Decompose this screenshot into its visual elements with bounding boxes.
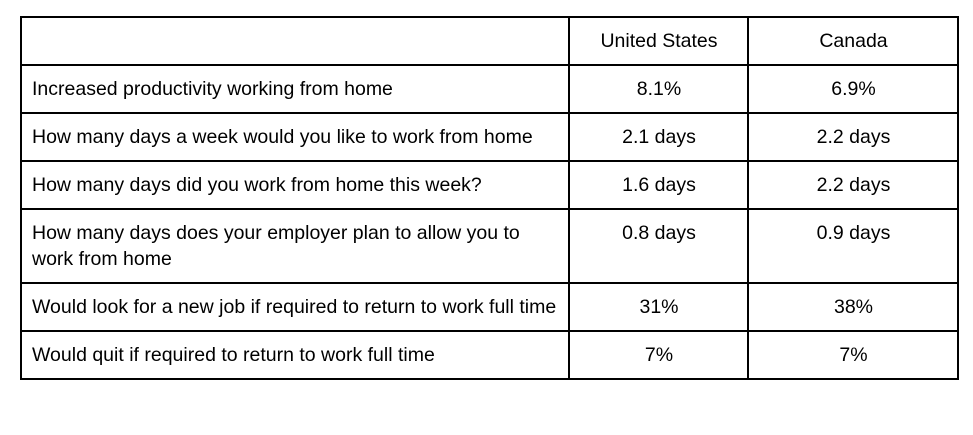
us-value: 0.8 days <box>569 209 748 283</box>
table-row <box>21 283 958 331</box>
us-value: 7% <box>569 331 748 379</box>
row-label: Would quit if required to return to work full time <box>21 331 569 379</box>
row-label: Would look for a new job if required to return to work full time <box>21 283 569 331</box>
us-value: 8.1% <box>569 65 748 113</box>
canada-value: 6.9% <box>748 65 958 113</box>
us-value: 31% <box>569 283 748 331</box>
canada-value: 2.2 days <box>748 161 958 209</box>
header-corner-cell <box>21 17 569 65</box>
us-value: 1.6 days <box>569 161 748 209</box>
canada-value: 38% <box>748 283 958 331</box>
table-row <box>21 331 958 379</box>
table-header-row <box>21 17 958 65</box>
row-label: How many days did you work from home this week? <box>21 161 569 209</box>
table-row <box>21 113 958 161</box>
table-row <box>21 65 958 113</box>
canada-value: 7% <box>748 331 958 379</box>
us-value: 2.1 days <box>569 113 748 161</box>
canada-value: 2.2 days <box>748 113 958 161</box>
table-row <box>21 209 958 283</box>
table-row <box>21 161 958 209</box>
row-label: How many days a week would you like to work from home <box>21 113 569 161</box>
row-label: Increased productivity working from home <box>21 65 569 113</box>
header-united-states: United States <box>569 17 748 65</box>
canada-value: 0.9 days <box>748 209 958 283</box>
comparison-table <box>20 16 959 380</box>
row-label: How many days does your employer plan to allow you to work from home <box>21 209 569 283</box>
header-canada: Canada <box>748 17 958 65</box>
